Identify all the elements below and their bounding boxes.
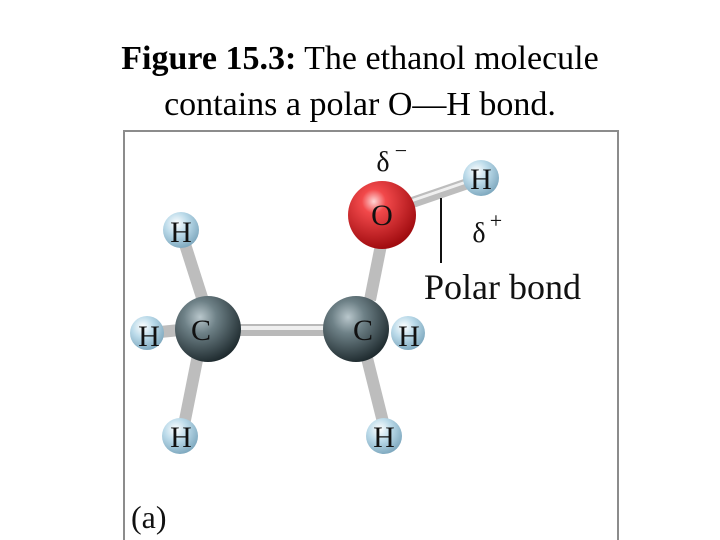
label-c-right: C <box>352 314 374 347</box>
label-h-right-side: H <box>398 320 420 353</box>
caption-line-2: contains a polar O—H bond. <box>164 86 556 123</box>
label-h-left-top: H <box>170 216 192 249</box>
caption-text-1: The ethanol molecule <box>296 40 599 77</box>
bond-c-h-right-bottom <box>365 350 385 430</box>
polar-bond-label: Polar bond <box>424 267 581 307</box>
label-h-right-bottom: H <box>373 421 395 454</box>
panel-label: (a) <box>131 499 167 535</box>
label-oxygen: O <box>371 199 393 232</box>
delta-minus-symbol: δ <box>376 147 390 178</box>
delta-plus-sign: + <box>489 208 503 233</box>
bond-c-o <box>370 240 382 300</box>
label-h-oxygen: H <box>470 163 492 196</box>
label-h-left-bottom: H <box>170 421 192 454</box>
label-h-left-side: H <box>138 320 160 353</box>
delta-plus-symbol: δ <box>472 218 486 249</box>
figure-number: Figure 15.3: <box>121 40 297 77</box>
delta-minus-sign: − <box>394 138 408 163</box>
label-c-left: C <box>190 314 212 347</box>
